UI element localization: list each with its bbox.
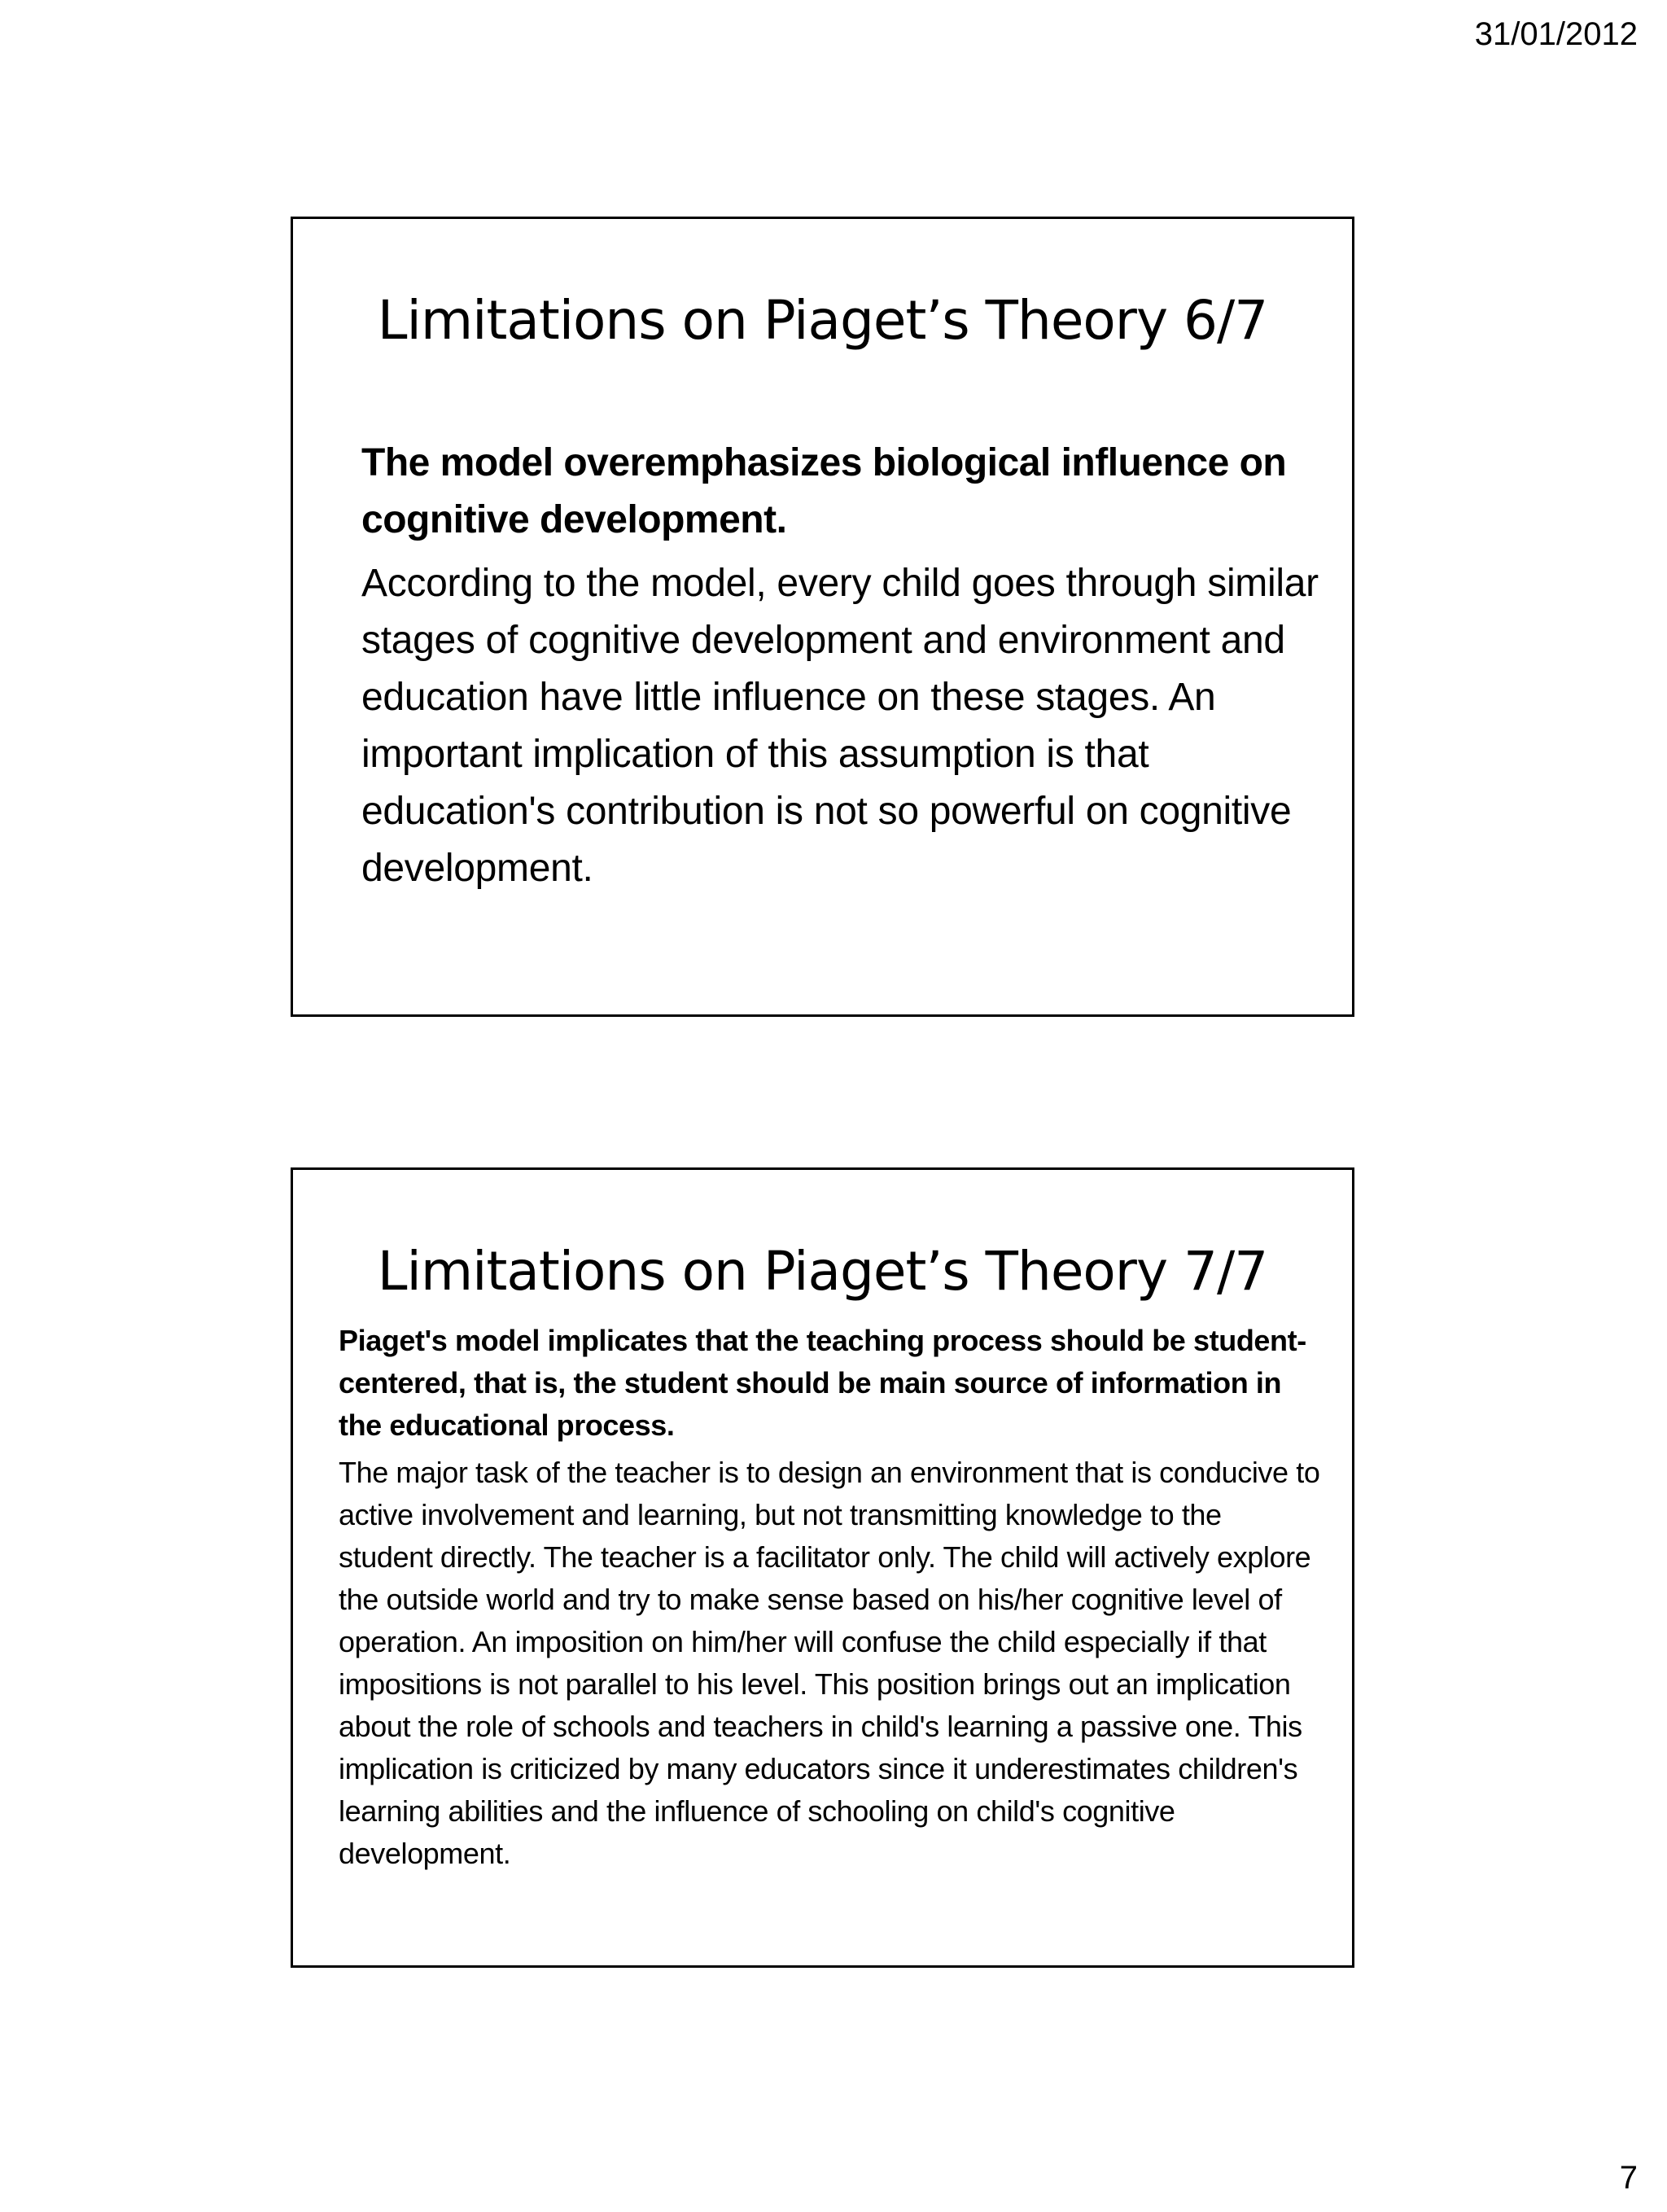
slide-7-of-7 [291, 1167, 1354, 1968]
slide-body-text: The major task of the teacher is to design an environment that is conducive to active involvement and learning, but not transmitting knowledge to the student directly. The teacher is a facilitator only. The child will actively explore the outside world and try to make sense based on his/her cognitive level of operation. An imposition on him/her will confuse the child especially if that impositions is not parallel to his level. This position brings out an implication about the role of schools and teachers in child's learning a passive one. This implication is criticized by many educators since it underestimates children's learning abilities and the influence of schooling on child's cognitive development. [339, 1456, 1320, 1870]
slide-6-of-7 [291, 217, 1354, 1017]
slide-title: Limitations on Piaget’s Theory 6/7 [377, 289, 1268, 352]
page-number: 7 [1619, 2160, 1638, 2196]
slide-body [361, 435, 1319, 897]
slide-body [339, 1320, 1323, 1875]
slide-lead-statement: The model overemphasizes biological influence on cognitive development. [361, 441, 1287, 541]
slide-body-text: According to the model, every child goes through similar stages of cognitive development and environment and education have little influence on these stages. An important implication of this assumption is that education's contribution is not so powerful on cognitive development. [361, 562, 1319, 890]
print-date: 31/01/2012 [1474, 16, 1638, 52]
slide-title: Limitations on Piaget’s Theory 7/7 [377, 1240, 1268, 1303]
slide-lead-statement: Piaget's model implicates that the teaching process should be student-centered, that is, the student should be main source of information in the educational process. [339, 1324, 1306, 1442]
